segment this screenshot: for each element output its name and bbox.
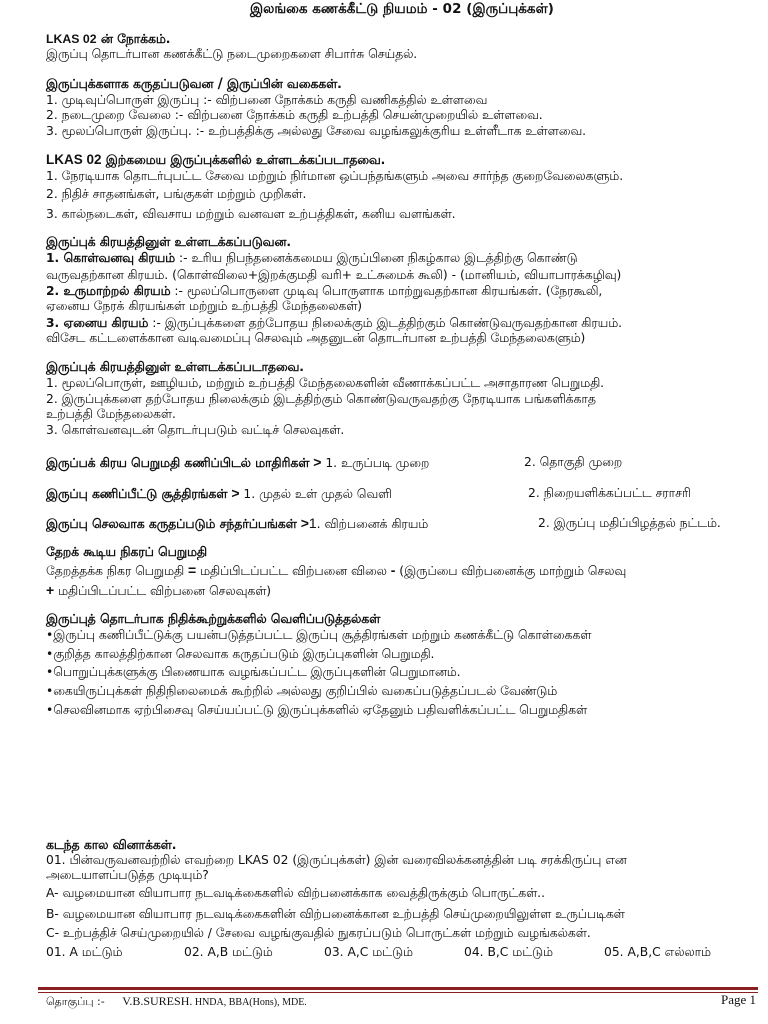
objective-text: இருப்பு தொடர்பான கணக்கீட்டு நடைமுறைகளை சிபார்சு செய்தல். — [46, 47, 418, 61]
disclosure-text: கையிருப்புக்கள் நிதிநிலைமைக் கூற்றில் அல்லது குறிப்பில் வகைப்படுத்தப்படல் வேண்டும் — [53, 684, 558, 698]
objective-heading-rest: ன் நோக்கம். — [96, 32, 171, 46]
nrv-minus: - — [390, 562, 396, 578]
nrv-line-2 — [46, 582, 271, 599]
cost-excluded-heading: இருப்புக் கிரயத்தினுள் உள்ளடக்கப்படாதவை. — [46, 360, 304, 374]
footer-prefix: தொகுப்பு :- — [46, 995, 105, 1008]
types-heading-slash: / — [217, 76, 223, 92]
disclosure-text: இருப்பு கணிப்பீட்டுக்கு பயன்படுத்தப்பட்ட இருப்பு சூத்திரங்கள் மற்றும் கணக்கீட்டு கொள்கைகள் — [53, 628, 592, 642]
nrv-line-1 — [46, 562, 626, 579]
disclosure-item — [46, 683, 557, 699]
footer-rule — [38, 987, 758, 990]
question-statement-a: A- வழமையான வியாபார நடவடிக்கைகளில் விற்பனைக்காக வைத்திருக்கும் பொருட்கள்.. — [46, 886, 545, 900]
page-title: இலங்கை கணக்கீட்டு நியமம் - 02 (இருப்புக்கள்) — [250, 2, 554, 17]
disclosure-item — [46, 646, 434, 662]
cost-included-heading: இருப்புக் கிரயத்தினுள் உள்ளடக்கப்படுவன. — [46, 235, 292, 249]
bullet-icon: • — [46, 684, 54, 698]
methods-option-1: 1. உருப்படி முறை — [325, 456, 430, 470]
nrv-completion-cost: (இருப்பை விற்பனைக்கு மாற்றும் செலவு — [395, 564, 627, 578]
formulas-option-1: 1. முதல் உள் முதல் வெளி — [243, 487, 392, 501]
types-item: 1. முடிவுப்பொருள் இருப்பு :- விற்பனை நோக்கம் கருதி வணிகத்தில் உள்ளவை — [46, 93, 488, 107]
nrv-equals: = — [187, 562, 197, 578]
purchase-cost-text: :- உரிய நிபந்தனைக்கமைய இருப்பினை நிகழ்கால இடத்திற்கு கொண்டு — [175, 251, 578, 265]
conversion-cost-label: 2. உருமாற்றல் கிரயம் — [46, 284, 171, 298]
types-item: 2. நடைமுறை வேலை :- விற்பனை நோக்கம் கருதி உற்பத்தி செயன்முறையில் உள்ளவை. — [46, 108, 543, 122]
answer-option: 04. B,C மட்டும் — [464, 945, 553, 959]
bullet-icon: • — [46, 628, 54, 642]
disclosure-text: பொறுப்புக்களுக்கு பிணையாக வழங்கப்பட்ட இருப்புகளின் பெறுமானம். — [53, 665, 461, 679]
formulas-line — [46, 485, 392, 502]
question-text: 01. பின்வருவனவற்றில் எவற்றை LKAS 02 (இருப்புக்கள்) இன் வரைவிலக்கனத்தின் படி சரக்கிருப்பு என — [46, 853, 627, 867]
bullet-icon: • — [46, 647, 54, 661]
expense-option-2: 2. இருப்பு மதிப்பிழத்தல் நட்டம். — [538, 516, 721, 530]
answer-option: 03. A,C மட்டும் — [324, 945, 413, 959]
page-number: Page 1 — [720, 992, 756, 1007]
excluded-heading — [46, 152, 385, 168]
cost-included-line — [46, 283, 602, 299]
bullet-icon: • — [46, 665, 54, 679]
excluded-item: 1. நேரடியாக தொடர்புபட்ட சேவை மற்றும் நிர்மான ஒப்பந்தங்களும் அவை சார்ந்த குறைவேலைகளும். — [46, 169, 624, 183]
question-statement-b: B- வழமையான வியாபார நடவடிக்கைகளின் விற்பனைக்கான உற்பத்தி செய்முறையிலுள்ள உருப்படிகள் — [46, 907, 625, 921]
nrv-selling-cost: மதிப்பிடப்பட்ட விற்பனை செலவுகள்) — [54, 584, 272, 598]
excluded-item: 3. கால்நடைகள், விவசாய மற்றும் வனவள உற்பத்திகள், கனிய வளங்கள். — [46, 207, 456, 221]
methods-line — [46, 454, 429, 471]
cost-included-line: வருவதற்கான கிரயம். (கொள்விலை+இறக்குமதி வரி+ உட்சுமைக் கூலி) - (மானியம், வியாபாரக்கழிவு) — [46, 268, 622, 282]
methods-label: இருப்பக் கிரய பெறுமதி கணிப்பிடல் மாதிரிகள் — [46, 456, 310, 470]
conversion-cost-text: :- மூலப்பொருளை முடிவு பொருளாக மாற்றுவதற்கான கிரயங்கள். (நேரகூலி, — [170, 284, 603, 298]
footer-qualifications: HNDA, BBA(Hons), MDE. — [192, 997, 307, 1008]
disclosure-item — [46, 702, 587, 718]
cost-excluded-item: 1. மூலப்பொருள், ஊழியம், மற்றும் உற்பத்தி மேந்தலைகளின் வீணாக்கப்பட்ட அசாதாரண பெறுமதி. — [46, 376, 605, 390]
expense-label: இருப்பு செலவாக கருதப்படும் சந்தர்ப்பங்கள் — [46, 517, 297, 531]
types-heading — [46, 76, 342, 92]
answer-option: 01. A மட்டும் — [46, 945, 123, 959]
objective-heading-code: LKAS 02 — [46, 32, 97, 46]
expense-option-1: விற்பனைக் கிரயம் — [320, 517, 429, 531]
nrv-heading: தேறக் கூடிய நிகரப் பெறுமதி — [46, 545, 208, 559]
answer-option: 05. A,B,C எல்லாம் — [604, 945, 711, 959]
question-statement-c: C- உற்பத்திச் செய்முறையில் / சேவை வழங்குவதில் நுகரப்படும் பொருட்கள் மற்றும் வழங்கல்கள். — [46, 926, 591, 940]
footer-name: V.B.SURESH. — [122, 994, 193, 1008]
nrv-selling-price: மதிப்பிடப்பட்ட விற்பனை விலை — [196, 564, 391, 578]
bullet-icon: • — [46, 703, 54, 717]
types-heading-b: இருப்பின் வகைகள். — [222, 77, 342, 91]
cost-excluded-item: உற்பத்தி மேந்தலைகள். — [46, 407, 176, 421]
excluded-heading-code: LKAS 02 — [46, 152, 102, 167]
expense-line — [46, 515, 428, 532]
methods-option-2: 2. தொகுதி முறை — [524, 455, 623, 469]
disclosure-item — [46, 627, 591, 643]
answer-option: 02. A,B மட்டும் — [184, 945, 273, 959]
cost-included-line — [46, 250, 577, 266]
disclosures-heading: இருப்புத் தொடர்பாக நிதிக்கூற்றுக்களில் வெளிப்படுத்தல்கள் — [46, 612, 381, 626]
question-text: அடையாளப்படுத்த முடியும்? — [46, 868, 209, 882]
types-item: 3. மூலப்பொருள் இருப்பு. :- உற்பத்திக்கு அல்லது சேவை வழங்கலுக்குரிய உள்ளீடாக உள்ளவை. — [46, 124, 587, 138]
disclosure-text: குறித்த காலத்திற்கான செலவாக கருதப்படும் இருப்புகளின் பெறுமதி. — [53, 647, 435, 661]
excluded-heading-rest: இற்கமைய இருப்புக்களில் உள்ளடக்கப்படாதவை. — [101, 153, 386, 167]
formulas-option-2: 2. நிறையளிக்கப்பட்ட சராசரி — [528, 486, 691, 500]
types-heading-a: இருப்புக்களாக கருதப்படுவன — [46, 77, 218, 91]
past-questions-heading: கடந்த கால வினாக்கள். — [46, 838, 177, 852]
footer-rule-thin — [38, 992, 758, 993]
other-cost-label: 3. ஏனைய கிரயம் — [46, 316, 149, 330]
other-cost-text: :- இருப்புக்களை தற்போதய நிலைக்கும் இடத்திற்கும் கொண்டுவருவதற்கான கிரயம். — [148, 316, 623, 330]
methods-arrow: > — [313, 454, 322, 470]
formulas-arrow: > — [231, 485, 240, 501]
expense-option-1-num: 1. — [308, 515, 321, 531]
excluded-item: 2. நிதிச் சாதனங்கள், பங்குகள் மற்றும் முறிகள். — [46, 187, 307, 201]
nrv-plus: + — [46, 582, 55, 598]
cost-included-line: ஏனைய நேரக் கிரயங்கள் மற்றும் உற்பத்தி மேந்தலைகள்) — [46, 299, 363, 313]
expense-arrow: > — [300, 515, 309, 531]
objective-heading — [46, 31, 170, 47]
cost-included-line — [46, 315, 622, 331]
cost-excluded-item: 3. கொள்வனவுடன் தொடர்புபடும் வட்டிச் செலவுகள். — [46, 423, 345, 437]
cost-included-line: விசேட கட்டளைக்கான வடிவமைப்பு செலவும் அதனுடன் தொடர்பான உற்பத்தி மேந்தலைகளும்) — [46, 331, 586, 345]
formulas-label: இருப்பு கணிப்பீட்டு சூத்திரங்கள் — [46, 487, 228, 501]
cost-excluded-item: 2. இருப்புக்களை தற்போதய நிலைக்கும் இடத்திற்கும் கொண்டுவருவதற்கு நேரடியாக பங்களிக்காத — [46, 392, 596, 406]
purchase-cost-label: 1. கொள்வனவு கிரயம் — [46, 251, 176, 265]
footer-author — [46, 994, 307, 1010]
disclosure-text: செலவினமாக ஏற்பிசைவு செய்யப்பட்டு இருப்புக்களில் ஏதேனும் பதிவளிக்கப்பட்ட பெறுமதிகள் — [53, 703, 588, 717]
disclosure-item — [46, 664, 461, 680]
nrv-term: தேறத்தக்க நிகர பெறுமதி — [46, 564, 188, 578]
